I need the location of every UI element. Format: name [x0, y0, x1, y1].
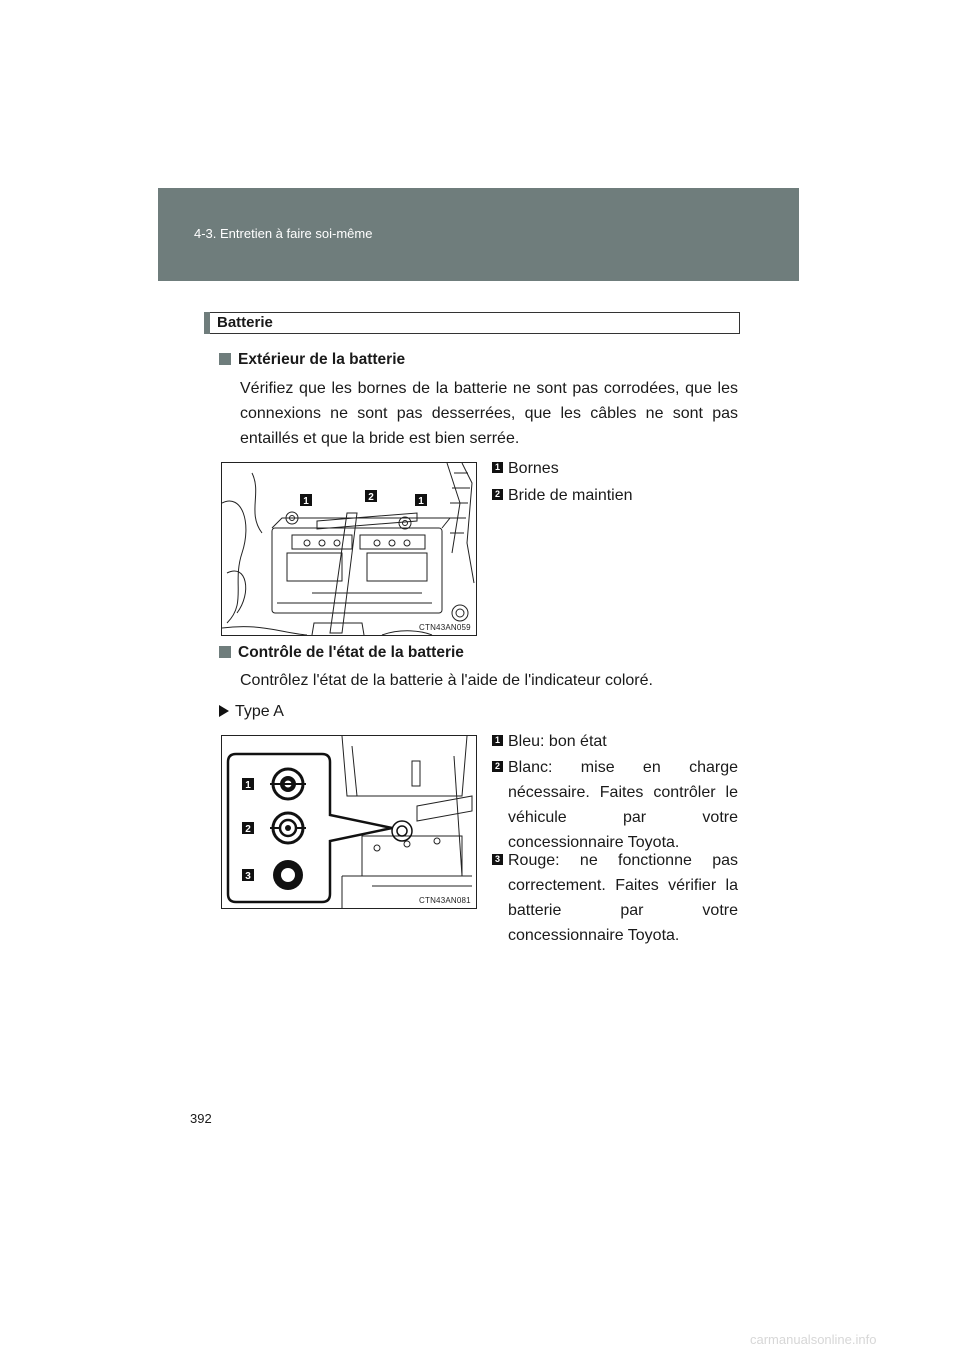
type-label-text: Type A	[235, 703, 284, 720]
figure1-callout-2	[492, 483, 738, 508]
svg-text:3: 3	[245, 871, 251, 882]
bullet-square-icon	[219, 353, 231, 365]
callout-text: Bride de maintien	[508, 487, 633, 504]
watermark: carmanualsonline.info	[750, 1332, 877, 1347]
battery-illustration	[221, 462, 477, 636]
figure2-callout-1	[492, 729, 738, 754]
callout-number-icon: 2	[492, 489, 503, 500]
callout-text: Blanc: mise en charge nécessaire. Faites contrôler le véhicule par votre concessionnaire Toyota.	[508, 759, 738, 851]
svg-text:1: 1	[245, 780, 251, 791]
battery-drawing	[222, 463, 476, 635]
figure2-callout-3	[492, 848, 738, 948]
exterior-paragraph: Vérifiez que les bornes de la batterie ne sont pas corrodées, que les connexions ne sont pas desserrées, que les câbles ne sont pas entaillés et que la bride est bien serrée.	[240, 380, 738, 447]
bullet-square-icon	[219, 646, 231, 658]
heading-exterior	[219, 351, 405, 369]
svg-text:2: 2	[368, 492, 374, 503]
figure1-callout-1	[492, 456, 738, 481]
callout-number-icon: 1	[492, 462, 503, 473]
callout-text: Bornes	[508, 460, 559, 477]
triangle-right-icon	[219, 705, 229, 717]
heading-condition	[219, 644, 464, 662]
section-title: Batterie	[204, 312, 740, 334]
callout-number-icon: 1	[492, 735, 503, 746]
figure1-code: CTN43AN059	[419, 623, 471, 632]
indicator-drawing	[222, 736, 476, 908]
callout-text: Rouge: ne fonctionne pas correctement. Faites vérifier la batterie par votre concessionnaire Toyota.	[508, 852, 738, 944]
heading-exterior-text: Extérieur de la batterie	[238, 351, 406, 368]
page-number: 392	[190, 1111, 212, 1126]
condition-paragraph: Contrôlez l'état de la batterie à l'aide de l'indicateur coloré.	[240, 672, 653, 689]
svg-text:2: 2	[245, 824, 251, 835]
figure2-code: CTN43AN081	[419, 896, 471, 905]
svg-text:1: 1	[303, 496, 309, 507]
figure2-callout-2	[492, 755, 738, 855]
callout-number-icon: 3	[492, 854, 503, 865]
callout-number-icon: 2	[492, 761, 503, 772]
heading-condition-text: Contrôle de l'état de la batterie	[238, 644, 464, 661]
callout-text: Bleu: bon état	[508, 733, 607, 750]
indicator-illustration	[221, 735, 477, 909]
section-breadcrumb: 4-3. Entretien à faire soi-même	[194, 226, 373, 241]
svg-text:1: 1	[418, 496, 424, 507]
type-label	[219, 703, 284, 721]
